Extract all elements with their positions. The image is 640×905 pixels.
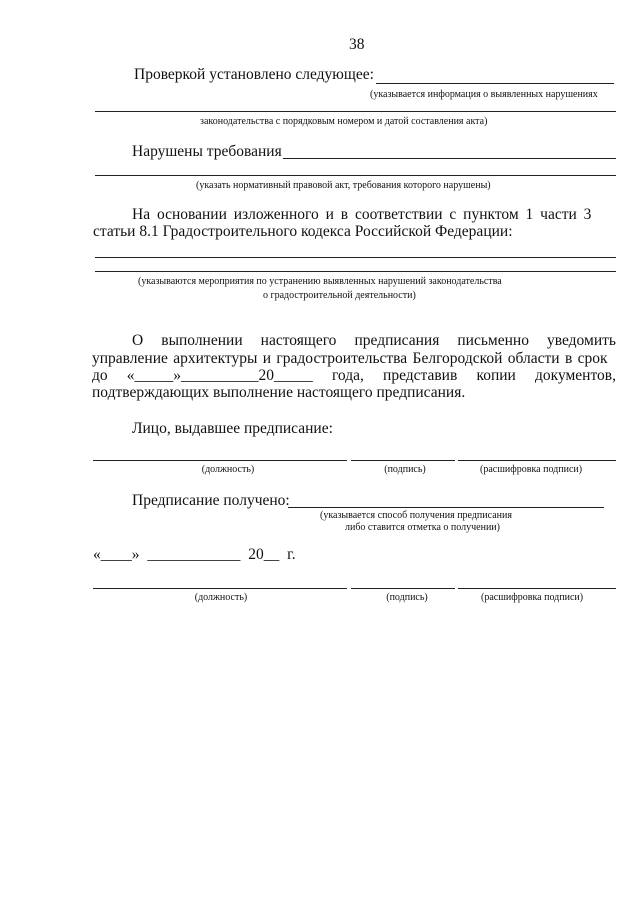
notify-word: до — [92, 367, 108, 384]
inspection-fill-line-2 — [95, 111, 616, 112]
inspection-hint-1: (указывается информация о выявленных нарушениях — [370, 89, 598, 100]
received-decoding-line — [458, 588, 616, 589]
received-label: Предписание получено: — [132, 492, 290, 509]
notify-word: письменно — [457, 332, 529, 349]
notify-word: документов, — [535, 367, 616, 384]
issuer-position-caption: (должность) — [201, 464, 255, 475]
notify-line-4: подтверждающих выполнение настоящего предписания. — [92, 384, 466, 401]
issuer-decoding-line — [458, 460, 616, 461]
notify-word: предписания — [354, 332, 440, 349]
violated-fill-line — [283, 158, 616, 159]
notify-word: настоящего — [260, 332, 337, 349]
inspection-label: Проверкой установлено следующее: — [134, 66, 374, 83]
received-signature-line — [351, 588, 455, 589]
received-fill-line — [288, 507, 604, 508]
notify-word: уведомить — [547, 332, 616, 349]
received-hint-1: (указывается способ получения предписания — [320, 510, 512, 521]
issuer-position-line — [93, 460, 347, 461]
inspection-fill-line — [376, 83, 614, 84]
basis-line-2: статьи 8.1 Градостроительного кодекса Российской Федерации: — [93, 223, 513, 240]
basis-line-1: На основании изложенного и в соответствии с пунктом 1 части 3 — [132, 206, 592, 223]
received-decoding-caption: (расшифровка подписи) — [481, 592, 584, 603]
basis-fill-line-1 — [95, 257, 616, 258]
notify-word: копии — [476, 367, 516, 384]
issuer-signature-line — [351, 460, 455, 461]
inspection-hint-2: законодательства с порядковым номером и датой составления акта) — [200, 116, 488, 127]
notify-word: О — [132, 332, 144, 349]
received-position-line — [93, 588, 347, 589]
notify-line-1 — [132, 332, 616, 350]
received-position-caption: (должность) — [194, 592, 248, 603]
received-hint-2: либо ставится отметка о получении) — [345, 522, 500, 533]
received-signature-caption: (подпись) — [386, 592, 428, 603]
violated-fill-line-2 — [95, 175, 616, 176]
notify-deadline: «_____»__________20_____ — [126, 367, 313, 384]
basis-hint-1: (указываются мероприятия по устранению выявленных нарушений законодательства — [138, 276, 502, 287]
notify-word: выполнении — [161, 332, 243, 349]
notify-word: представив — [383, 367, 458, 384]
issuer-signature-caption: (подпись) — [384, 464, 426, 475]
basis-hint-2: о градостроительной деятельности) — [263, 290, 416, 301]
notify-line-3 — [92, 367, 616, 385]
issuer-label: Лицо, выдавшее предписание: — [132, 420, 333, 437]
notify-word: года, — [331, 367, 364, 384]
issuer-decoding-caption: (расшифровка подписи) — [480, 464, 583, 475]
basis-fill-line-2 — [95, 271, 616, 272]
violated-hint: (указать нормативный правовой акт, требования которого нарушены) — [196, 180, 491, 191]
page-number: 38 — [349, 36, 365, 53]
notify-line-2: управление архитектуры и градостроительства Белгородской области в срок — [92, 350, 608, 367]
received-date: «____» ____________ 20__ г. — [93, 546, 296, 563]
violated-label: Нарушены требования — [132, 143, 282, 160]
